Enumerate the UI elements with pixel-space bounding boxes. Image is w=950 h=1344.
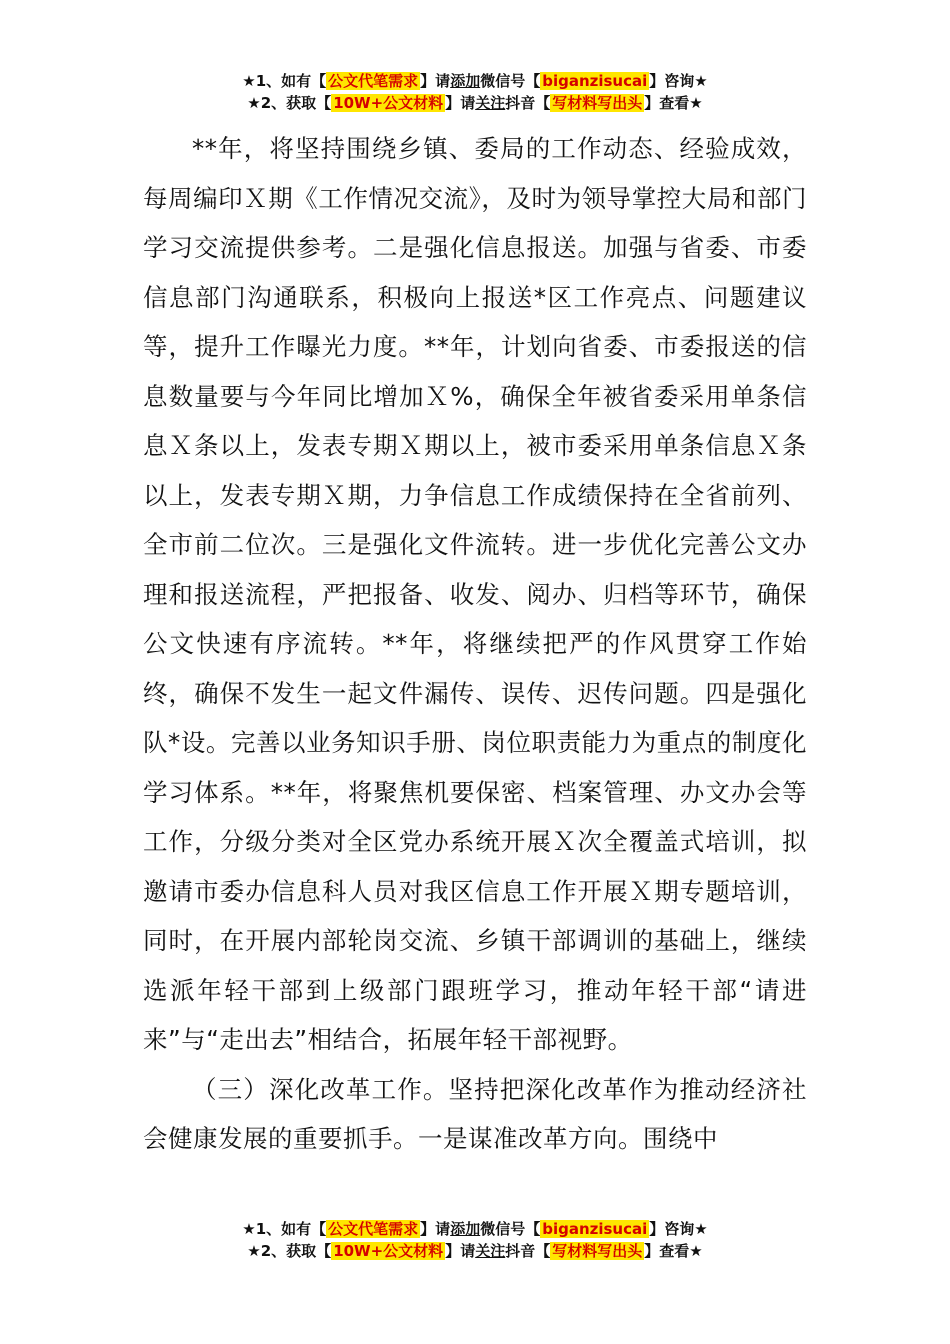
banner-highlight: 公文代笔需求 bbox=[328, 1220, 419, 1238]
banner-suffix: 】咨询★ bbox=[649, 72, 708, 90]
banner-suffix: 】咨询★ bbox=[649, 1220, 708, 1238]
banner-emphasis: 添加 bbox=[450, 72, 481, 90]
footer-banner bbox=[0, 1218, 950, 1262]
banner-emphasis: 关注 bbox=[475, 94, 506, 112]
body-paragraph: （三）深化改革工作。坚持把深化改革作为推动经济社会健康发展的重要抓手。一是谋准改革方向。围绕中 bbox=[143, 1074, 807, 1153]
banner-highlight: biganzisucai bbox=[542, 1220, 648, 1238]
banner-text: 抖音【 bbox=[505, 94, 551, 112]
banner-line-1 bbox=[0, 70, 950, 92]
banner-highlight: 10W+公文材料 bbox=[333, 1242, 444, 1260]
banner-prefix: ★2、获取【 bbox=[247, 94, 332, 112]
banner-line-2 bbox=[0, 92, 950, 114]
banner-suffix: 】查看★ bbox=[644, 1242, 703, 1260]
banner-highlight: 10W+公文材料 bbox=[333, 94, 444, 112]
document-body bbox=[143, 124, 807, 1164]
banner-line-1 bbox=[0, 1218, 950, 1240]
banner-text: 】请 bbox=[420, 1220, 451, 1238]
banner-prefix: ★2、获取【 bbox=[247, 1242, 332, 1260]
banner-highlight: 写材料写出头 bbox=[552, 94, 643, 112]
banner-text: 】请 bbox=[445, 1242, 476, 1260]
banner-highlight: 写材料写出头 bbox=[552, 1242, 643, 1260]
banner-line-2 bbox=[0, 1240, 950, 1262]
banner-suffix: 】查看★ bbox=[644, 94, 703, 112]
banner-text: 微信号【 bbox=[480, 1220, 541, 1238]
header-banner bbox=[0, 70, 950, 114]
banner-text: 微信号【 bbox=[480, 72, 541, 90]
banner-emphasis: 添加 bbox=[450, 1220, 481, 1238]
banner-prefix: ★1、如有【 bbox=[242, 72, 327, 90]
banner-text: 抖音【 bbox=[505, 1242, 551, 1260]
banner-text: 】请 bbox=[445, 94, 476, 112]
body-paragraph: **年，将坚持围绕乡镇、委局的工作动态、经验成效，每周编印Ｘ期《工作情况交流》，及时为领导掌控大局和部门学习交流提供参考。二是强化信息报送。加强与省委、市委信息部门沟通联系，积极向上报送*区工作亮点、问题建议等，提升工作曝光力度。**年，计划向省委、市委报送的信息数量要与今年同比增加Ｘ%，确保全年被省委采用单条信息Ｘ条以上，发表专期Ｘ期以上，被市委采用单条信息Ｘ条以上，发表专期Ｘ期，力争信息工作成绩保持在全省前列、全市前二位次。三是强化文件流转。进一步优化完善公文办理和报送流程，严把报备、收发、阅办、归档等环节，确保公文快速有序流转。**年，将继续把严的作风贯穿工作始终，确保不发生一起文件漏传、误传、迟传问题。四是强化队*设。完善以业务知识手册、岗位职责能力为重点的制度化学习体系。**年，将聚焦机要保密、档案管理、办文办会等工作，分级分类对全区党办系统开展Ｘ次全覆盖式培训，拟邀请市委办信息科人员对我区信息工作开展Ｘ期专题培训，同时，在开展内部轮岗交流、乡镇干部调训的基础上，继续选派年轻干部到上级部门跟班学习，推动年轻干部“请进来”与“走出去”相结合，拓展年轻干部视野。 bbox=[143, 134, 807, 1054]
banner-highlight: 公文代笔需求 bbox=[328, 72, 419, 90]
banner-emphasis: 关注 bbox=[475, 1242, 506, 1260]
banner-text: 】请 bbox=[420, 72, 451, 90]
banner-prefix: ★1、如有【 bbox=[242, 1220, 327, 1238]
banner-highlight: biganzisucai bbox=[542, 72, 648, 90]
